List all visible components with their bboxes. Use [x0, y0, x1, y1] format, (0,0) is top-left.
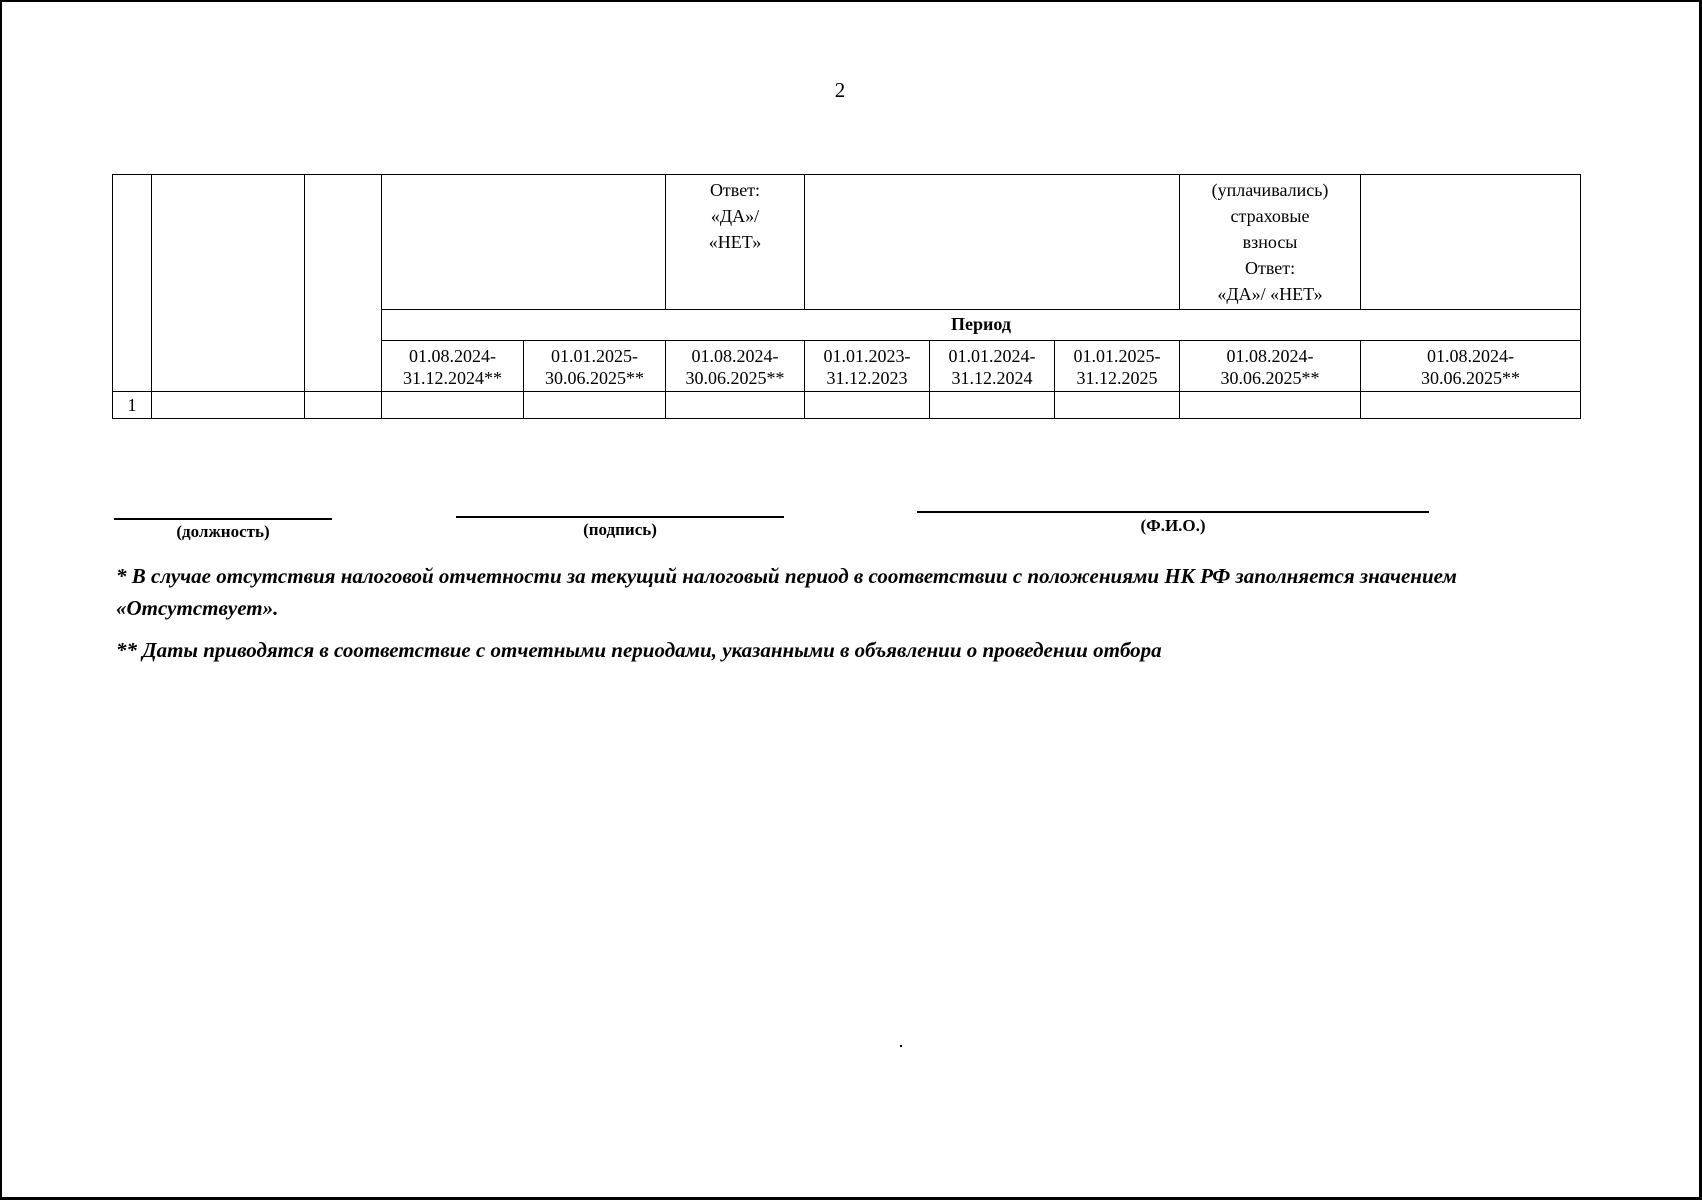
table-cell-answer-header: Ответ: «ДА»/ «НЕТ»	[666, 175, 805, 310]
page-number: 2	[834, 78, 846, 102]
table-cell-insurance-header: (уплачивались) страховые взносы Ответ: «ДА»/ «НЕТ»	[1180, 175, 1361, 310]
table-cell-empty	[382, 392, 524, 419]
table-cell-header-6	[805, 175, 1180, 310]
footnote-2: ** Даты приводятся в соответствие с отчетными периодами, указанными в объявлении о проведении отбора	[116, 638, 1162, 662]
table-cell-period-4: 01.01.2023- 31.12.2023	[805, 341, 930, 392]
full-name-label: (Ф.И.О.)	[1140, 516, 1206, 535]
table-cell-empty	[1180, 392, 1361, 419]
signature-line	[456, 516, 784, 518]
table-cell-empty	[1361, 392, 1581, 419]
table-cell-header-4	[382, 175, 666, 310]
page-border-left	[0, 0, 2, 1200]
table-cell-empty	[805, 392, 930, 419]
full-name-signature-line	[917, 511, 1429, 513]
table-cell-period-2: 01.01.2025- 30.06.2025**	[524, 341, 666, 392]
signature-label: (подпись)	[583, 520, 657, 539]
table-cell-period-label: Период	[382, 310, 1581, 341]
table-cell-header-3	[305, 175, 382, 392]
table-cell-row-number: 1	[113, 392, 152, 419]
table-cell-period-7: 01.08.2024- 30.06.2025**	[1180, 341, 1361, 392]
table-cell-empty	[152, 392, 305, 419]
table-cell-period-5: 01.01.2024- 31.12.2024	[930, 341, 1055, 392]
report-table	[112, 174, 1581, 419]
table-cell-empty	[930, 392, 1055, 419]
table-cell-period-8: 01.08.2024- 30.06.2025**	[1361, 341, 1581, 392]
table-header-row	[113, 175, 1581, 310]
table-cell-empty	[1055, 392, 1180, 419]
table-cell-period-3: 01.08.2024- 30.06.2025**	[666, 341, 805, 392]
table-cell-empty	[524, 392, 666, 419]
position-signature-line	[114, 518, 332, 520]
table-cell-header-last	[1361, 175, 1581, 310]
table-cell-empty	[666, 392, 805, 419]
table-row	[113, 392, 1581, 419]
position-label: (должность)	[176, 522, 270, 541]
table-cell-header-2	[152, 175, 305, 392]
page-border-top	[0, 0, 1702, 2]
footnote-1: * В случае отсутствия налоговой отчетности за текущий налоговый период в соответствии с положениями НК РФ заполняется значением «Отсутствует».	[116, 564, 1457, 620]
table-cell-empty	[305, 392, 382, 419]
table-cell-period-1: 01.08.2024- 31.12.2024**	[382, 341, 524, 392]
scan-speck	[900, 1045, 902, 1047]
table-cell-number-header	[113, 175, 152, 392]
table-cell-period-6: 01.01.2025- 31.12.2025	[1055, 341, 1180, 392]
